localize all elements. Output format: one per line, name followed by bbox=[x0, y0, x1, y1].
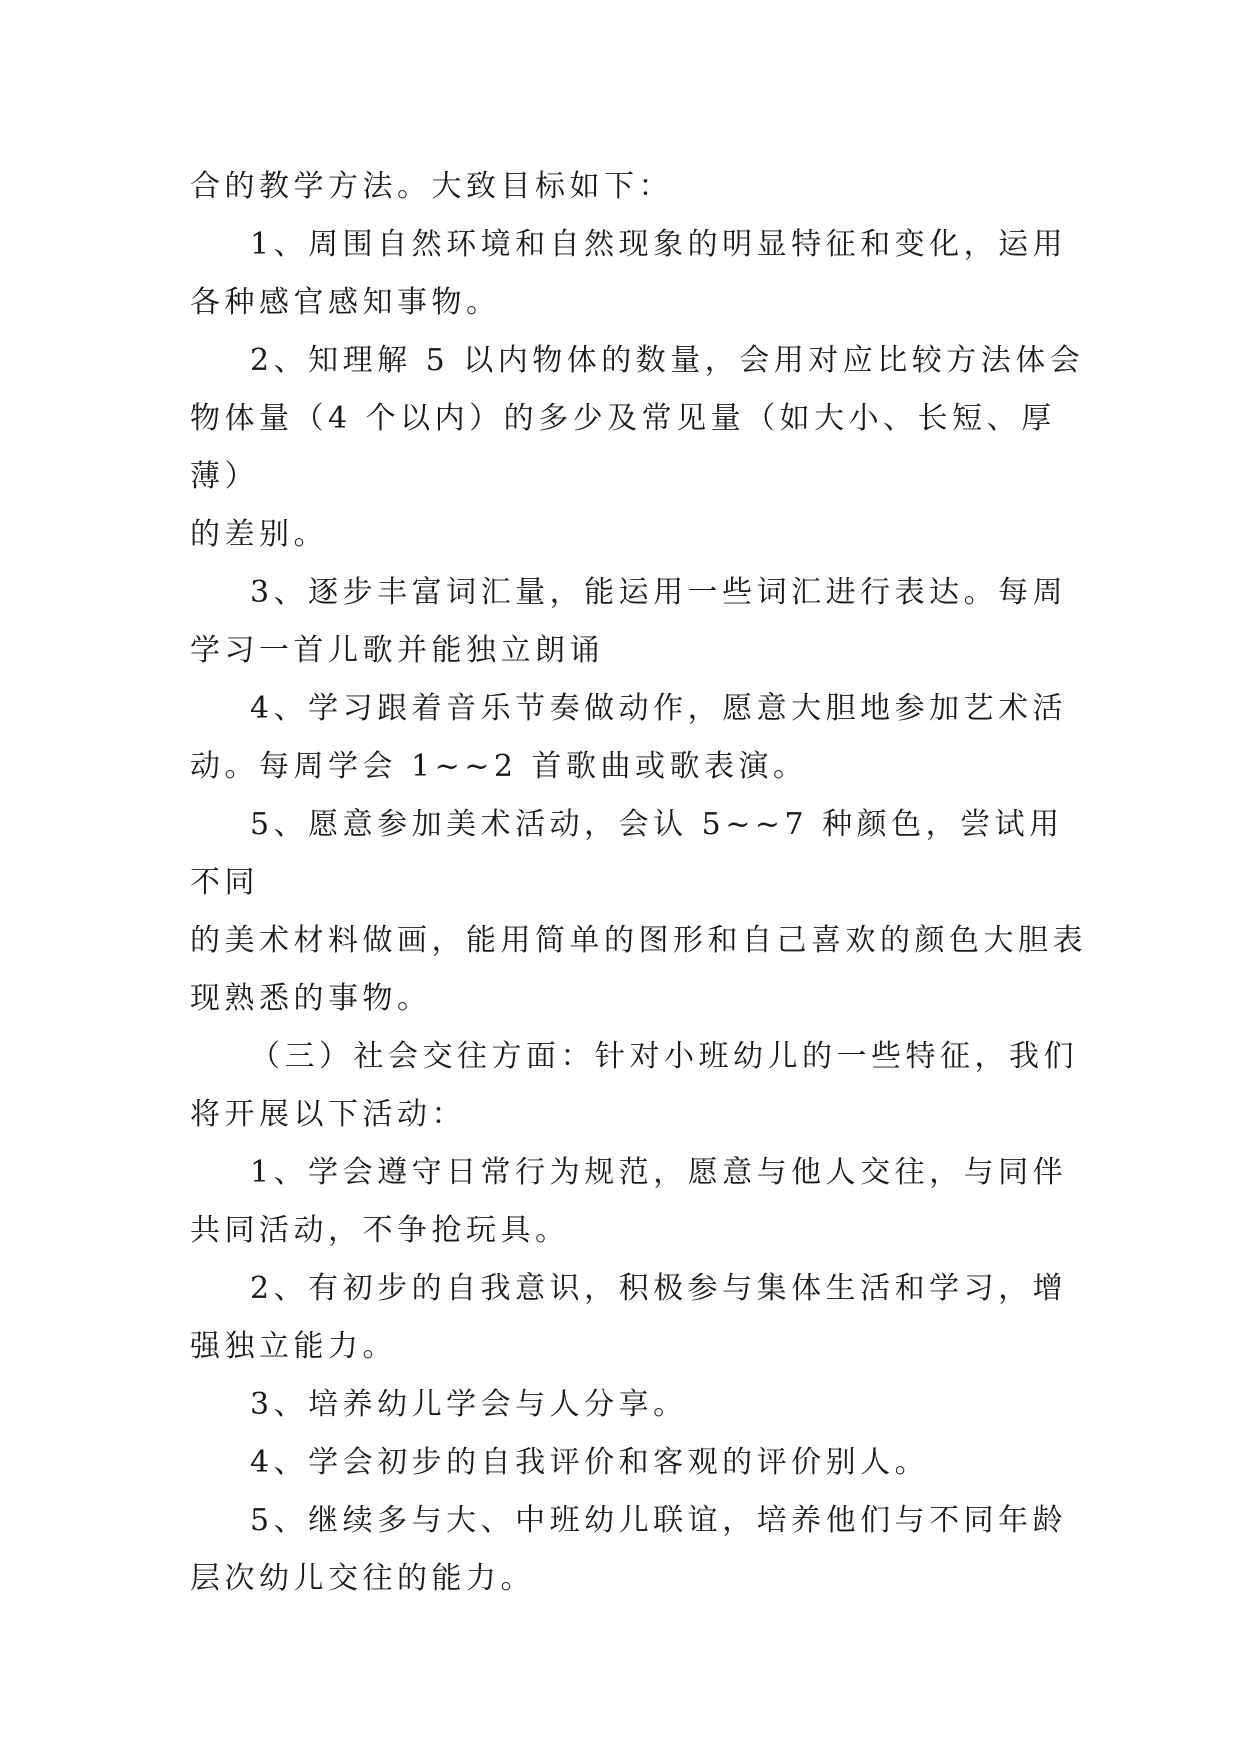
paragraph-goal-2: 2、知理解 5 以内物体的数量，会用对应比较方法体会 物体量（4 个以内）的多少及常见量（如大小、长短、厚薄） 的差别。 bbox=[190, 343, 1085, 552]
paragraph-social-3: 3、培养幼儿学会与人分享。 bbox=[250, 1387, 688, 1422]
paragraph-intro: 合的教学方法。大致目标如下： bbox=[190, 169, 673, 204]
paragraph-goal-1: 1、周围自然环境和自然现象的明显特征和变化，运用 各种感官感知事物。 bbox=[190, 227, 1068, 320]
paragraph-goal-5: 5、愿意参加美术活动，会认 5~~7 种颜色，尝试用不同 的美术材料做画，能用简单的图形和自己喜欢的颜色大胆表 现熟悉的事物。 bbox=[190, 807, 1087, 1016]
paragraph-social-2: 2、有初步的自我意识，积极参与集体生活和学习，增 强独立能力。 bbox=[190, 1271, 1068, 1364]
paragraph-social-1: 1、学会遵守日常行为规范，愿意与他人交往，与同伴 共同活动，不争抢玩具。 bbox=[190, 1155, 1068, 1248]
section-heading-social: （三）社会交往方面：针对小班幼儿的一些特征，我们 将开展以下活动： bbox=[190, 1039, 1078, 1132]
paragraph-social-4: 4、学会初步的自我评价和客观的评价别人。 bbox=[250, 1445, 930, 1480]
document-body bbox=[190, 158, 1090, 1608]
paragraph-goal-4: 4、学习跟着音乐节奏做动作，愿意大胆地参加艺术活 动。每周学会 1~~2 首歌曲或歌表演。 bbox=[190, 691, 1068, 784]
paragraph-social-5: 5、继续多与大、中班幼儿联谊，培养他们与不同年龄 层次幼儿交往的能力。 bbox=[190, 1503, 1068, 1596]
paragraph-goal-3: 3、逐步丰富词汇量，能运用一些词汇进行表达。每周 学习一首儿歌并能独立朗诵 bbox=[190, 575, 1068, 668]
